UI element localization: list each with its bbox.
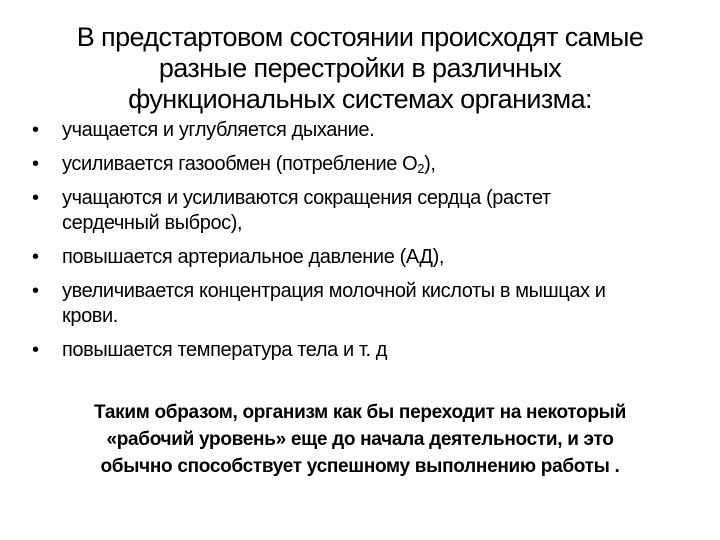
list-item [32,338,702,363]
list-item [32,152,702,177]
bullet-list [32,118,702,372]
title-line: разные перестройки в различных [158,53,562,83]
bullet-text-continued: сердечный выброс), [62,212,243,234]
bullet-text: повышается артериальное давление (АД), [62,246,444,268]
subscript-two: 2 [417,161,425,176]
slide-title [40,22,680,115]
list-item [32,118,702,143]
bullet-marker: • [32,187,39,209]
bullet-text [62,152,702,177]
bullet-text: учащается и углубляется дыхание. [62,119,375,141]
conclusion-line: обычно способствует успешному выполнению работы . [100,456,620,477]
title-line: функциональных системах организма: [128,84,592,114]
list-item [32,245,702,270]
list-item [32,279,702,329]
bullet-marker: • [32,153,39,175]
bullet-text-main: усиливается газообмен (потребление O [62,153,418,175]
title-line: В предстартовом состоянии происходят самые [76,22,644,52]
conclusion-line: «рабочий уровень» еще до начала деятельности, и это [106,429,614,450]
bullet-marker: • [32,246,39,268]
bullet-marker: • [32,119,39,141]
bullet-text-tail: ), [424,153,436,175]
bullet-text: повышается температура тела и т. д [62,339,388,361]
bullet-text: учащаются и усиливаются сокращения сердца (растет [62,187,551,209]
bullet-text-continued: крови. [62,305,118,327]
bullet-marker: • [32,280,39,302]
bullet-marker: • [32,339,39,361]
bullet-text: увеличивается концентрация молочной кислоты в мышцах и [62,280,606,302]
conclusion-text [20,399,700,480]
conclusion-line: Таким образом, организм как бы переходит на некоторый [94,402,626,423]
list-item [32,186,702,236]
